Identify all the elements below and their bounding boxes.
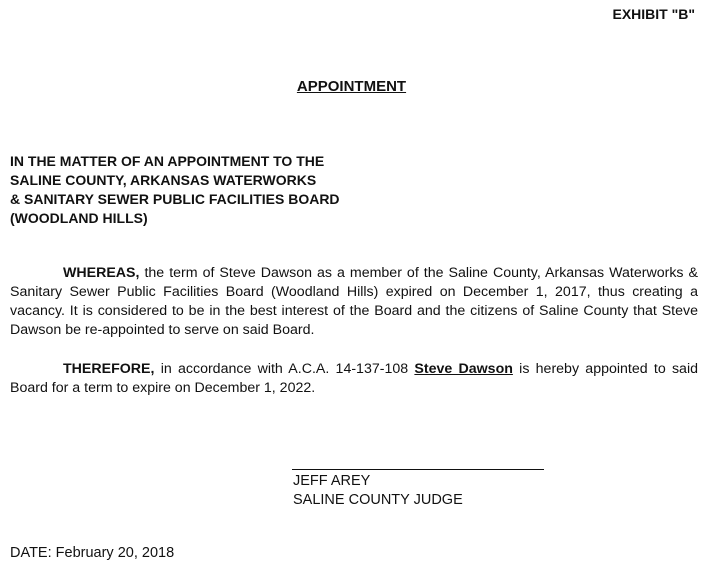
whereas-lead: WHEREAS,: [63, 265, 140, 281]
signer-name: JEFF AREY: [293, 473, 371, 489]
matter-line: & SANITARY SEWER PUBLIC FACILITIES BOARD: [10, 191, 340, 207]
therefore-text-before: in accordance with A.C.A. 14-137-108: [154, 361, 415, 377]
signer-title: SALINE COUNTY JUDGE: [293, 492, 463, 508]
matter-line: (WOODLAND HILLS): [10, 210, 148, 226]
document-title: APPOINTMENT: [296, 78, 407, 95]
matter-line: IN THE MATTER OF AN APPOINTMENT TO THE: [10, 153, 325, 169]
therefore-lead: THEREFORE,: [63, 361, 155, 377]
exhibit-label: EXHIBIT "B": [612, 6, 695, 22]
matter-heading: [10, 152, 430, 228]
whereas-text: the term of Steve Dawson as a member of the Saline County, Arkansas Waterworks & Sanitary Sewer Public Facilities Board (Woodland Hills) expired on December 1, 2017, thus creating a vacancy. It is considered to be in the best interest of the Board and the citizens of Saline County that Steve Dawson be re-appointed to serve on said Board.: [10, 265, 698, 338]
whereas-paragraph: [10, 264, 698, 340]
signature-line: [292, 469, 544, 470]
matter-line: SALINE COUNTY, ARKANSAS WATERWORKS: [10, 172, 317, 188]
appointee-name: Steve Dawson: [414, 361, 513, 377]
date-line: DATE: February 20, 2018: [10, 545, 175, 561]
therefore-paragraph: [10, 360, 698, 398]
therefore-text-after: is hereby appointed to said Board for a term to expire on December 1, 2022.: [10, 361, 698, 396]
